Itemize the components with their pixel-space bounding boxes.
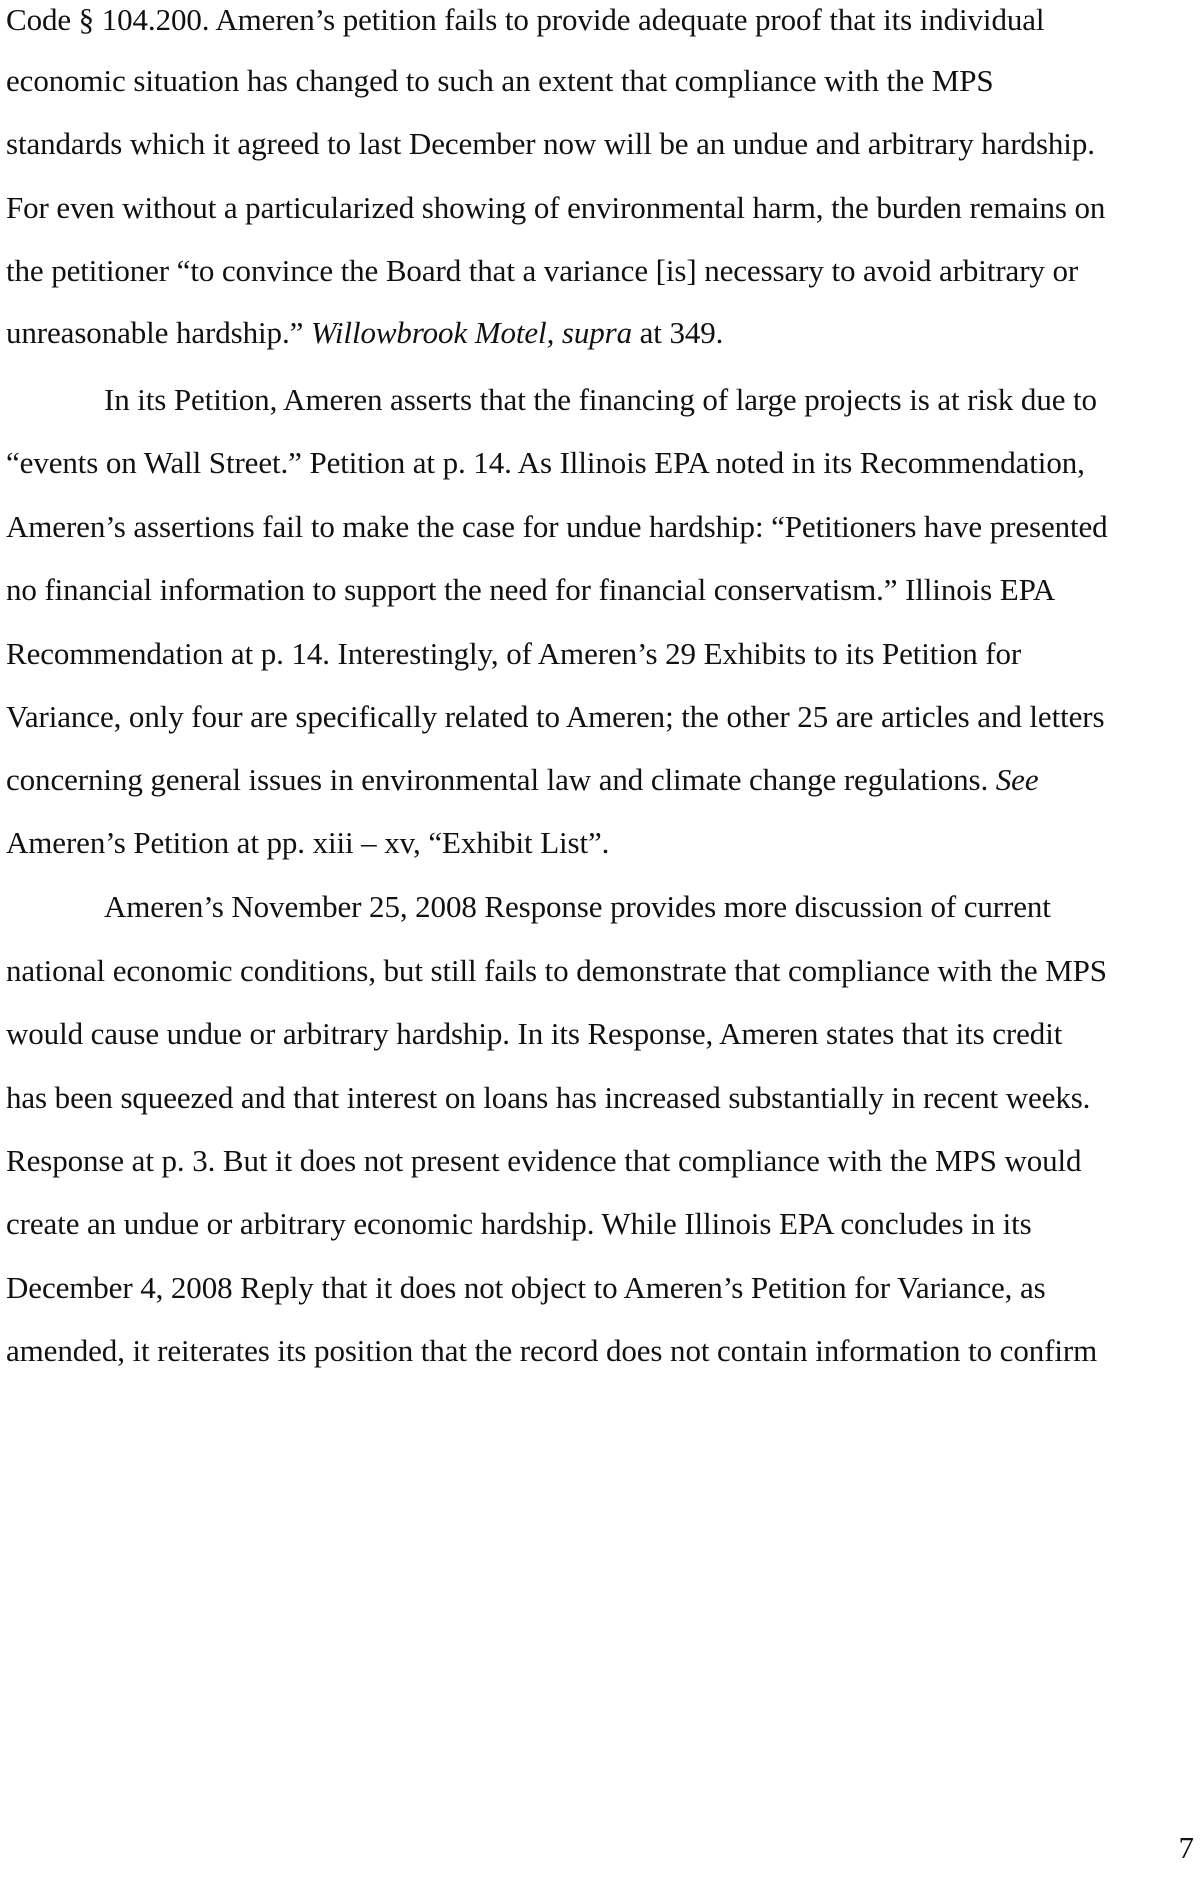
- text-line: no financial information to support the need for financial conservatism.” Illinois EPA: [6, 572, 1056, 607]
- text-line-citation: [6, 313, 723, 353]
- text-line: national economic conditions, but still fails to demonstrate that compliance with the MPS: [6, 953, 1107, 988]
- text-line: “events on Wall Street.” Petition at p. 14. As Illinois EPA noted in its Recommendation,: [6, 445, 1085, 480]
- text-line: create an undue or arbitrary economic hardship. While Illinois EPA concludes in its: [6, 1206, 1032, 1241]
- text-line: standards which it agreed to last December now will be an undue and arbitrary hardship.: [6, 126, 1095, 161]
- paragraph-start: In its Petition, Ameren asserts that the financing of large projects is at risk due to: [104, 382, 1097, 417]
- text-line: December 4, 2008 Reply that it does not object to Ameren’s Petition for Variance, as: [6, 1270, 1046, 1305]
- page-number: 7: [1178, 1830, 1194, 1865]
- text-line: Code § 104.200. Ameren’s petition fails to provide adequate proof that its individual: [6, 2, 1045, 37]
- text-line: Ameren’s assertions fail to make the case for undue hardship: “Petitioners have presented: [6, 509, 1108, 544]
- text-line: amended, it reiterates its position that the record does not contain information to confirm: [6, 1333, 1098, 1368]
- text-segment: unreasonable hardship.”: [6, 315, 311, 350]
- text-line-see: [6, 760, 1039, 800]
- text-line: Variance, only four are specifically related to Ameren; the other 25 are articles and letters: [6, 699, 1105, 734]
- text-line: has been squeezed and that interest on loans has increased substantially in recent weeks.: [6, 1080, 1091, 1115]
- text-segment: at 349.: [632, 315, 724, 350]
- text-line: For even without a particularized showing of environmental harm, the burden remains on: [6, 190, 1106, 225]
- text-line: Response at p. 3. But it does not present evidence that compliance with the MPS would: [6, 1143, 1082, 1178]
- paragraph-start: Ameren’s November 25, 2008 Response provides more discussion of current: [104, 889, 1051, 924]
- text-line: the petitioner “to convince the Board that a variance [is] necessary to avoid arbitrary or: [6, 253, 1079, 288]
- text-segment: concerning general issues in environmental law and climate change regulations.: [6, 762, 996, 797]
- text-line: economic situation has changed to such an extent that compliance with the MPS: [6, 63, 994, 98]
- text-line: Recommendation at p. 14. Interestingly, of Ameren’s 29 Exhibits to its Petition for: [6, 636, 1022, 671]
- text-line: Ameren’s Petition at pp. xiii – xv, “Exhibit List”.: [6, 825, 610, 860]
- case-citation: Willowbrook Motel, supra: [310, 315, 632, 350]
- signal-see: See: [995, 762, 1039, 797]
- text-line: would cause undue or arbitrary hardship. In its Response, Ameren states that its credit: [6, 1016, 1063, 1051]
